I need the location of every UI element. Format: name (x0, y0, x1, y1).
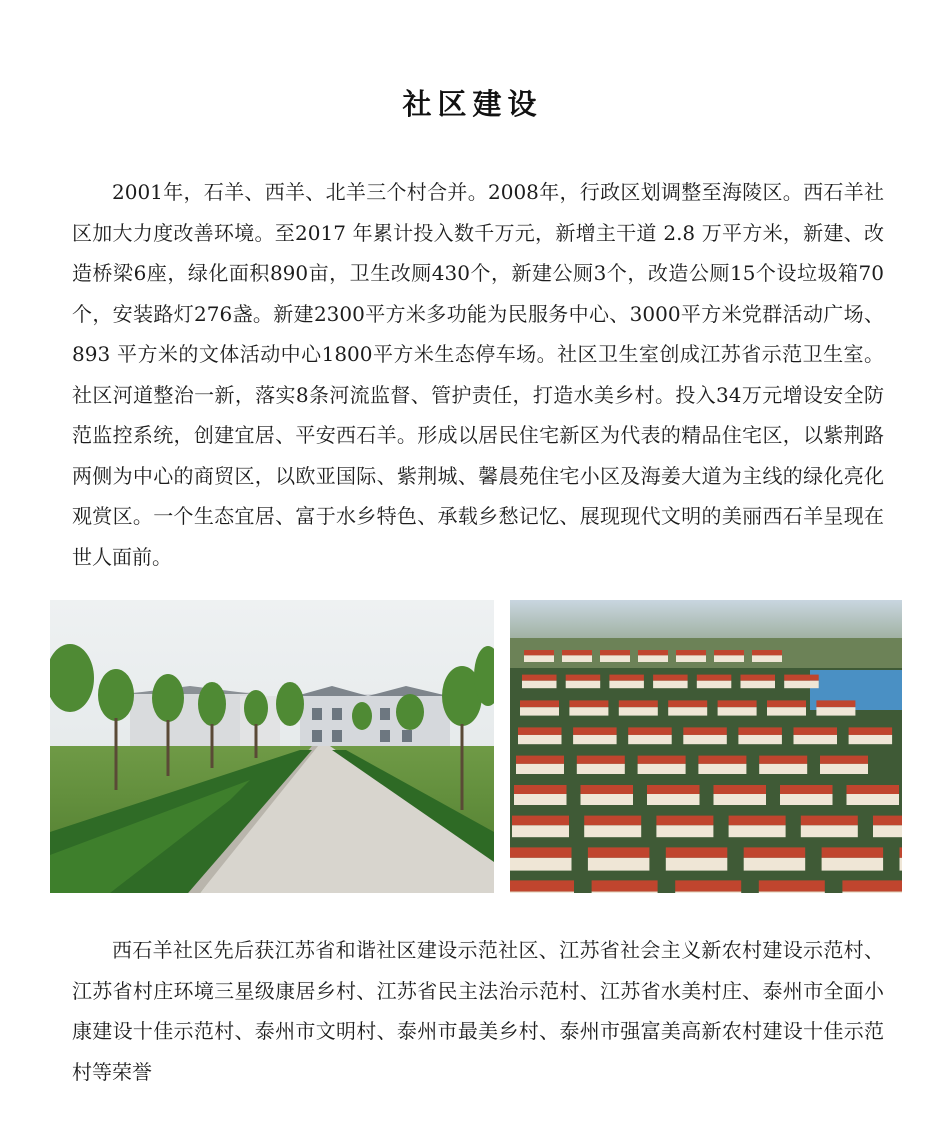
aerial-residential-photo (510, 600, 902, 893)
aerial-residential-icon (510, 600, 902, 893)
paragraph-history: 2001年，石羊、西羊、北羊三个村合并。2008年，行政区划调整至海陵区。西石羊社区加大力度改善环境。至2017 年累计投入数千万元，新增主干道 2.8 万平方米，新建、改造桥梁6座，绿化面积890亩，卫生改厕430个，新建公厕3个，改造公厕15个设垃圾箱70个，安装路灯276盏。新建2300平方米多功能为民服务中心、3000平方米党群活动广场、893 平方米的文体活动中心1800平方米生态停车场。社区卫生室创成江苏省示范卫生室。社区河道整治一新，落实8条河流监督、管护责任，打造水美乡村。投入34万元增设安全防范监控系统，创建宜居、平安西石羊。形成以居民住宅新区为代表的精品住宅区，以紫荆路两侧为中心的商贸区，以欧亚国际、紫荆城、馨晨苑住宅小区及海姜大道为主线的绿化亮化观赏区。一个生态宜居、富于水乡特色、承载乡愁记忆、展现现代文明的美丽西石羊呈现在世人面前。 (72, 180, 884, 569)
paragraph-honors: 西石羊社区先后获江苏省和谐社区建设示范社区、江苏省社会主义新农村建设示范村、江苏省村庄环境三星级康居乡村、江苏省民主法治示范村、江苏省水美村庄、泰州市全面小康建设十佳示范村、泰州市文明村、泰州市最美乡村、泰州市强富美高新农村建设十佳示范村等荣誉 (72, 938, 884, 1084)
page-title: 社区建设 (402, 87, 543, 121)
village-road-icon (50, 600, 494, 893)
village-road-photo (50, 600, 494, 893)
